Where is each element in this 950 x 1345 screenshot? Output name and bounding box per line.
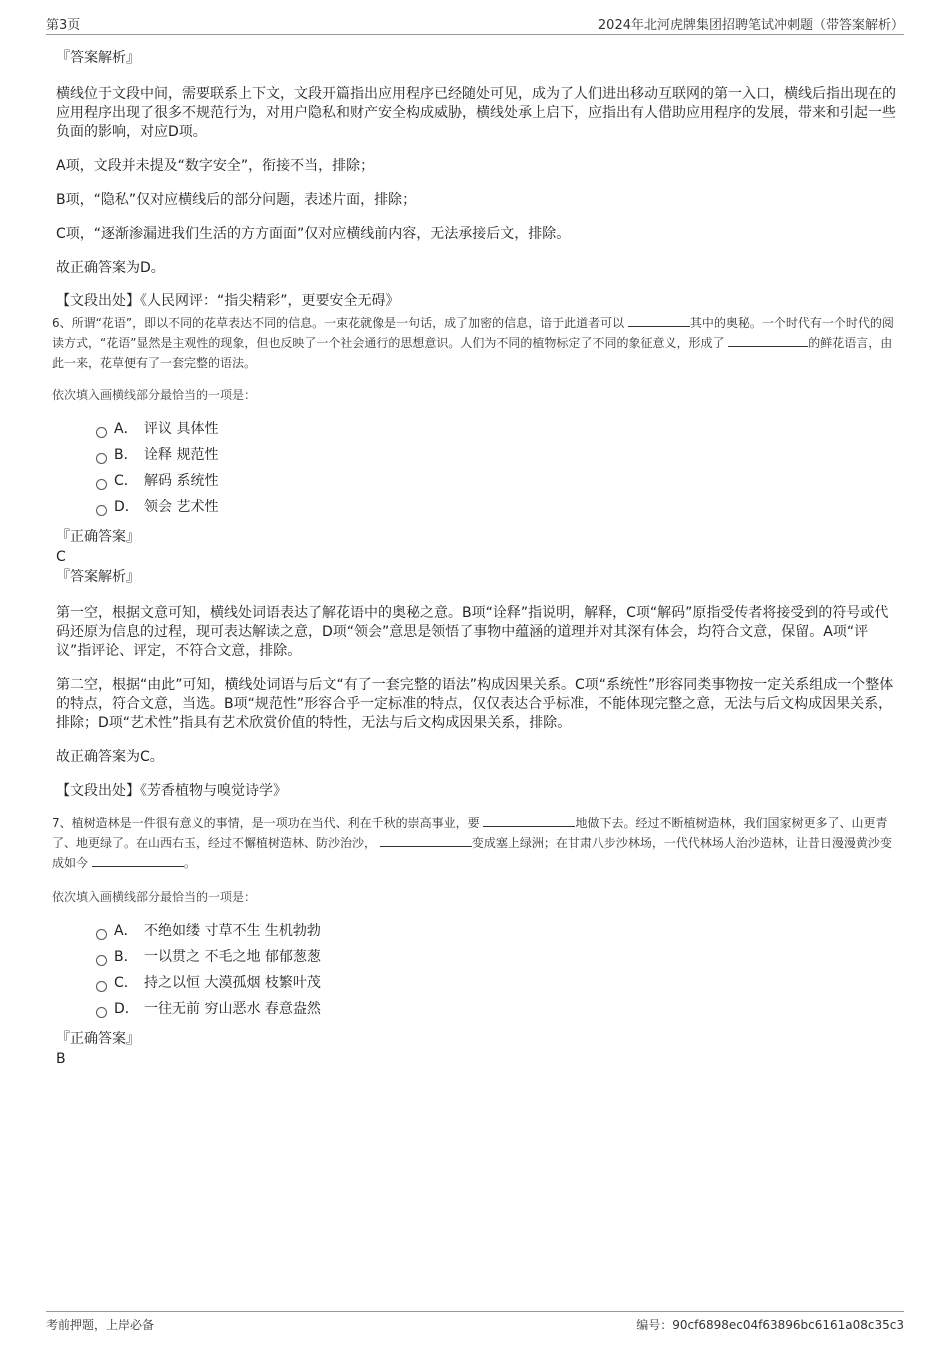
- blank-line: [728, 334, 808, 347]
- analysis-conclusion: 故正确答案为C。: [56, 749, 164, 765]
- document-title: 2024年北河虎牌集团招聘笔试冲刺题（带答案解析）: [597, 18, 904, 33]
- analysis-paragraph: 第一空，根据文意可知，横线处词语表达了解花语中的奥秘之意。B项“诠释”指说明，解释，C项“解码”原指受传者将接受到的符号或代码还原为信息的过程，现可表达解读之意，D项“领会”意思是领悟了事物中蕴涵的道理并对其深有体会，均符合文意，保留。A项“评议”指评论、评定，不符合文意，排除。: [56, 605, 889, 659]
- source-citation: 【文段出处】《芳香植物与嗅觉诗学》: [56, 783, 287, 799]
- analysis-label: 『答案解析』: [56, 50, 140, 66]
- radio-button-icon[interactable]: [96, 479, 107, 490]
- blank-line: [380, 834, 472, 847]
- analysis-paragraph: 横线位于文段中间，需要联系上下文，文段开篇指出应用程序已经随处可见，成为了人们进出移动互联网的第一入口，横线后指出现在的应用程序出现了很多不规范行为，对用户隐私和财产安全构成威胁，横线处承上启下，应指出有人借助应用程序的发展，带来和引起一些负面的影响，对应D项。: [56, 86, 896, 140]
- analysis-conclusion: 故正确答案为D。: [56, 260, 165, 276]
- source-citation: 【文段出处】《人民网评：“指尖精彩”，更要安全无碍》: [56, 293, 400, 309]
- answer-label: 『正确答案』: [56, 1031, 140, 1047]
- radio-button-icon[interactable]: [96, 929, 107, 940]
- analysis-paragraph: A项，文段并未提及“数字安全”，衔接不当，排除；: [56, 158, 375, 174]
- option-d[interactable]: D． 一往无前 穷山恶水 春意盎然: [56, 999, 896, 1025]
- question-6-hint: 依次填入画横线部分最恰当的一项是：: [52, 388, 257, 402]
- document-body: [52, 48, 896, 1069]
- blank-line: [628, 314, 690, 327]
- page-header: [46, 12, 904, 35]
- radio-button-icon[interactable]: [96, 955, 107, 966]
- radio-button-icon[interactable]: [96, 981, 107, 992]
- blank-line: [92, 854, 184, 867]
- radio-button-icon[interactable]: [96, 427, 107, 438]
- page-footer: [46, 1311, 904, 1336]
- page-number: 第3页: [46, 18, 81, 33]
- question-7-stem: 7、植树造林是一件很有意义的事情，是一项功在当代、利在千秋的崇高事业，要 地做下去。经过不断植树造林，我们国家树更多了、山更青了、地更绿了。在山西右玉，经过不懈植树造林、防沙治沙， 变成塞上绿洲；在甘肃八步沙林场，一代代林场人治沙造林，让昔日漫漫黄沙变成如今 。: [52, 816, 892, 870]
- analysis-paragraph: C项，“逐渐渗漏进我们生活的方方面面”仅对应横线前内容，无法承接后文，排除。: [56, 226, 571, 242]
- question-7-options: [56, 921, 896, 1025]
- question-6-stem: 6、所谓“花语”，即以不同的花草表达不同的信息。一束花就像是一句话，成了加密的信息，谙于此道者可以 其中的奥秘。一个时代有一个时代的阅读方式，“花语”显然是主观性的现象，但也反映了一个社会通行的思想意识。人们为不同的植物标定了不同的象征意义，形成了 的鲜花语言，由此一来，花草便有了一套完整的语法。: [52, 316, 894, 370]
- correct-answer: C: [56, 549, 66, 565]
- correct-answer: B: [56, 1051, 66, 1067]
- option-a[interactable]: A． 评议 具体性: [56, 419, 896, 445]
- question-6-options: [56, 419, 896, 523]
- analysis-label: 『答案解析』: [56, 569, 140, 585]
- option-d[interactable]: D． 领会 艺术性: [56, 497, 896, 523]
- analysis-paragraph: 第二空，根据“由此”可知，横线处词语与后文“有了一套完整的语法”构成因果关系。C项“系统性”形容同类事物按一定关系组成一个整体的特点，符合文意，当选。B项“规范性”形容合乎一定标准的特点，仅仅表达合乎标准，不能体现完整之意，无法与后文构成因果关系，排除；D项“艺术性”指具有艺术欣赏价值的特性，无法与后文构成因果关系，排除。: [56, 677, 894, 731]
- option-c[interactable]: C． 持之以恒 大漠孤烟 枝繁叶茂: [56, 973, 896, 999]
- answer-label: 『正确答案』: [56, 529, 140, 545]
- analysis-paragraph: B项，“隐私”仅对应横线后的部分问题，表述片面，排除；: [56, 192, 417, 208]
- option-b[interactable]: B． 诠释 规范性: [56, 445, 896, 471]
- option-a[interactable]: A． 不绝如缕 寸草不生 生机勃勃: [56, 921, 896, 947]
- option-b[interactable]: B． 一以贯之 不毛之地 郁郁葱葱: [56, 947, 896, 973]
- document-id: 编号：90cf6898ec04f63896bc6161a08c35c3: [636, 1318, 904, 1332]
- radio-button-icon[interactable]: [96, 505, 107, 516]
- blank-line: [483, 814, 575, 827]
- radio-button-icon[interactable]: [96, 1007, 107, 1018]
- question-7-hint: 依次填入画横线部分最恰当的一项是：: [52, 890, 257, 904]
- radio-button-icon[interactable]: [96, 453, 107, 464]
- option-c[interactable]: C． 解码 系统性: [56, 471, 896, 497]
- footer-slogan: 考前押题，上岸必备: [46, 1318, 155, 1332]
